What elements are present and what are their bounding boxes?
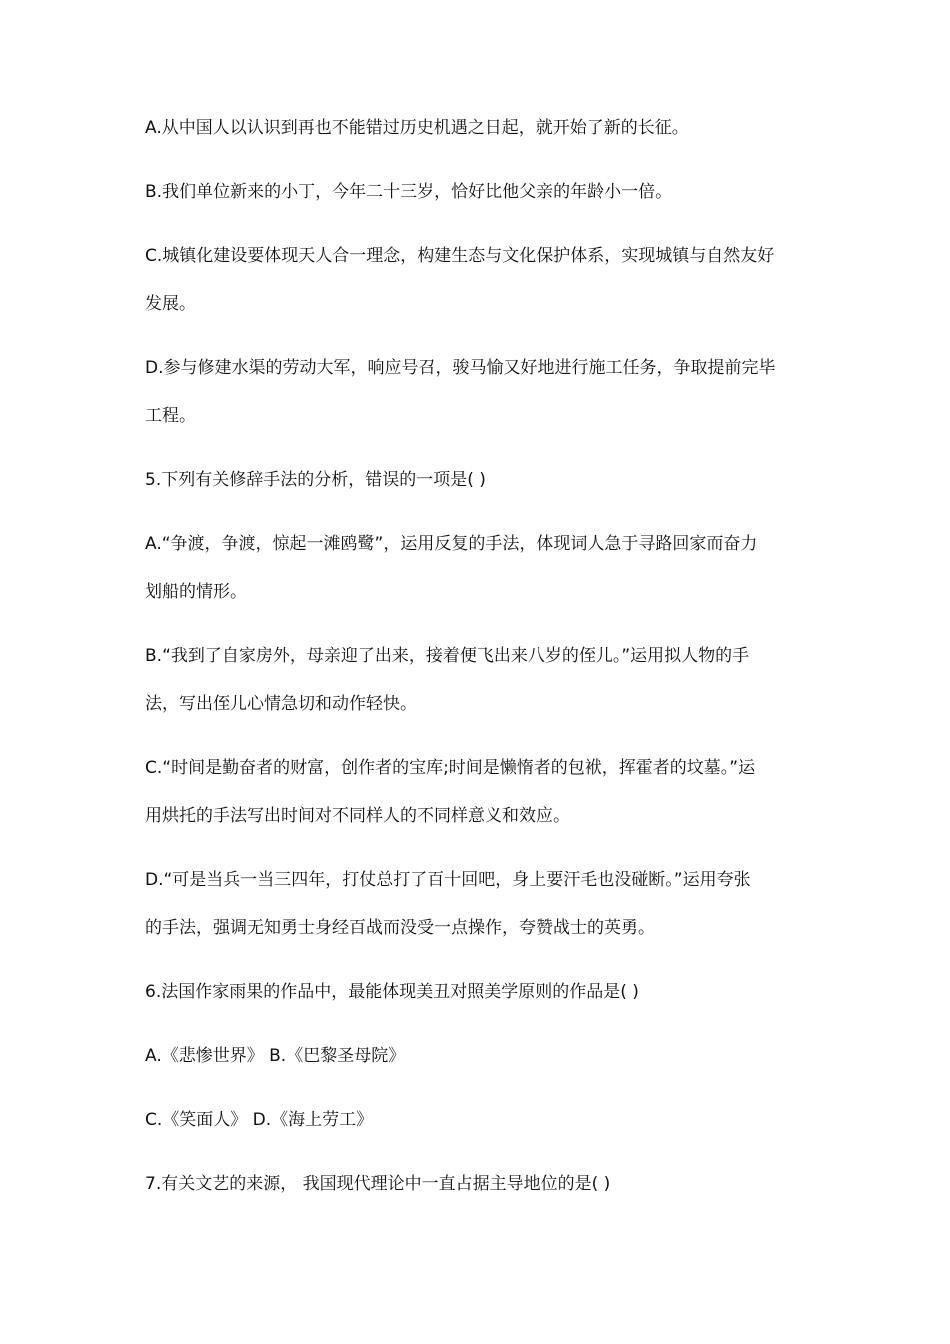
q5-option-a: A.“争渡，争渡，惊起一滩鸥鹭”，运用反复的手法，体现词人急于寻路回家而奋力 (145, 534, 758, 554)
q5-option-b: B.“我到了自家房外，母亲迎了出来，接着便飞出来八岁的侄儿。”运用拟人物的手 (145, 646, 750, 666)
q5-option-d-cont: 的手法，强调无知勇士身经百战而没受一点操作，夸赞战士的英勇。 (145, 918, 655, 938)
option-a-line: A.从中国人以认识到再也不能错过历史机遇之日起，就开始了新的长征。 (145, 118, 689, 138)
q5-option-c: C.“时间是勤奋者的财富，创作者的宝库;时间是懒惰者的包袱，挥霍者的坟墓。”运 (145, 758, 756, 778)
option-c-line: C.城镇化建设要体现天人合一理念，构建生态与文化保护体系，实现城镇与自然友好 (145, 246, 775, 266)
q6-options-ab: A.《悲惨世界》 B.《巴黎圣母院》 (145, 1046, 406, 1066)
q5-option-a-cont: 划船的情形。 (145, 582, 247, 602)
q5-option-d: D.“可是当兵一当三四年，打仗总打了百十回吧，身上要汗毛也没碰断。”运用夸张 (145, 870, 751, 890)
q6-options-cd: C.《笑面人》 D.《海上劳工》 (145, 1110, 374, 1130)
option-c-line-cont: 发展。 (145, 294, 196, 314)
q5-option-b-cont: 法，写出侄儿心情急切和动作轻快。 (145, 694, 417, 714)
question-7: 7.有关文艺的来源， 我国现代理论中一直占据主导地位的是( ) (145, 1174, 611, 1194)
question-5: 5.下列有关修辞手法的分析，错误的一项是( ) (145, 470, 486, 490)
option-b-line: B.我们单位新来的小丁，今年二十三岁，恰好比他父亲的年龄小一倍。 (145, 182, 673, 202)
option-d-line: D.参与修建水渠的劳动大军，响应号召，骏马愉又好地进行施工任务，争取提前完毕 (145, 358, 776, 378)
q5-option-c-cont: 用烘托的手法写出时间对不同样人的不同样意义和效应。 (145, 806, 570, 826)
question-6: 6.法国作家雨果的作品中，最能体现美丑对照美学原则的作品是( ) (145, 982, 639, 1002)
option-d-line-cont: 工程。 (145, 406, 196, 426)
